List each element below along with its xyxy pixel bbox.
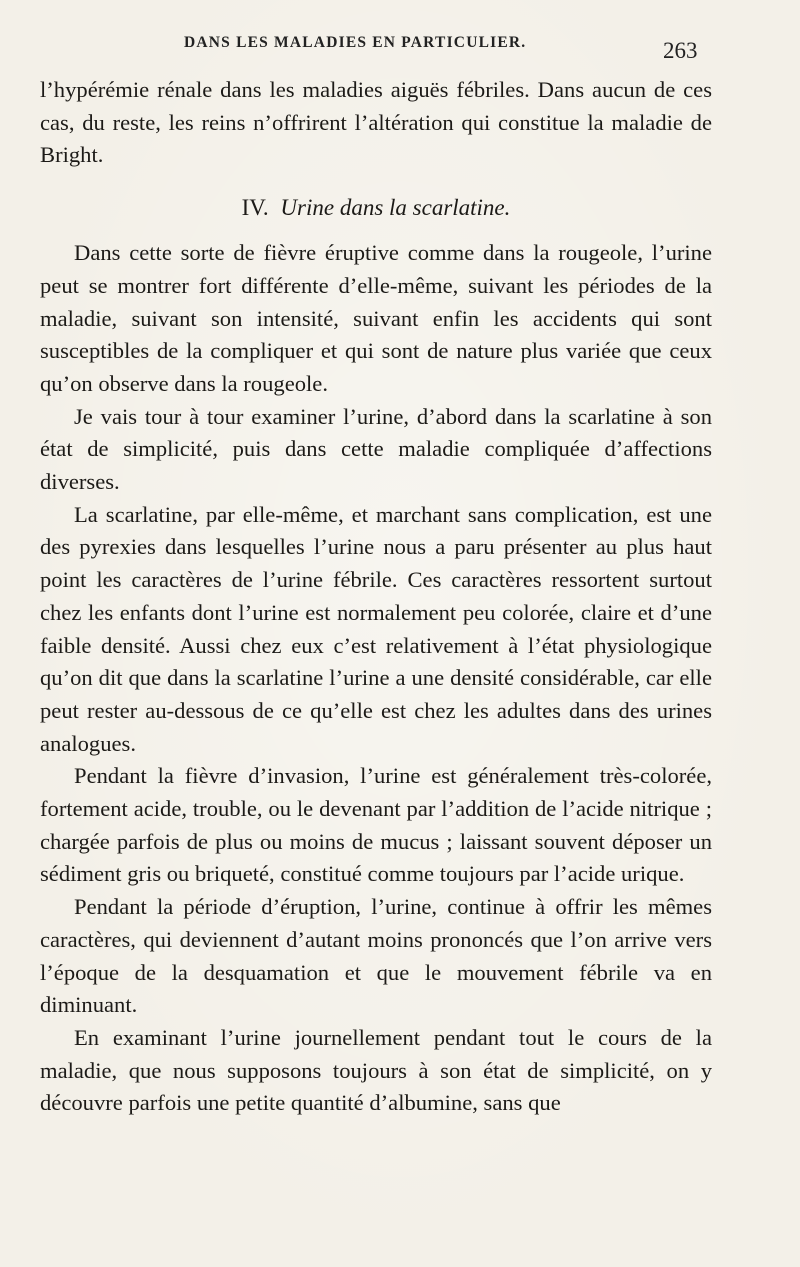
section-title: Urine dans la scarlatine. <box>280 195 511 221</box>
paragraph: Pendant la période d’éruption, l’urine, continue à offrir les mêmes caractères, qui deviennent d’autant moins prononcés que l’on arrive vers l’époque de la desquamation et que le mouvement fébrile va en diminuant. <box>40 894 712 1018</box>
paragraph-continued: l’hypérémie rénale dans les maladies aiguës fébriles. Dans aucun de ces cas, du reste, les reins n’offrirent l’altération qui constitue la maladie de Bright. <box>40 77 712 168</box>
paragraph: La scarlatine, par elle-même, et marchant sans complication, est une des pyrexies dans lesquelles l’urine nous a paru présenter au plus haut point les caractères de l’urine fébrile. Ces caractères ressortent surtout chez les enfants dont l’urine est normalement peu colorée, claire et d’une faible densité. Aussi chez eux c’est relativement à l’état physiologique qu’on dit que dans la scarlatine l’urine a une densité considérable, car elle peut rester au-dessous de ce qu’elle est chez les adultes dans des urines analogues. <box>40 501 712 756</box>
running-head: DANS LES MALADIES EN PARTICULIER. <box>184 34 527 51</box>
paragraph: En examinant l’urine journellement pendant tout le cours de la maladie, que nous supposons toujours à son état de simplicité, on y découvre parfois une petite quantité d’albumine, sans que <box>40 1024 712 1116</box>
section-number: IV. <box>241 195 269 221</box>
paragraph: Pendant la fièvre d’invasion, l’urine est généralement très-colorée, fortement acide, trouble, ou le devenant par l’addition de l’acide nitrique ; chargée parfois de plus ou moins de mucus ; laissant souvent déposer un sédiment gris ou briqueté, constitué comme toujours par l’acide urique. <box>40 763 712 887</box>
section-heading <box>40 192 712 224</box>
paragraph: Dans cette sorte de fièvre éruptive comme dans la rougeole, l’urine peut se montrer fort différente d’elle-même, suivant les périodes de la maladie, suivant son intensité, suivant enfin les accidents qui sont susceptibles de la compliquer et qui sont de nature plus variée que ceux qu’on observe dans la rougeole. <box>40 240 712 396</box>
page-number: 263 <box>663 38 698 63</box>
paragraph: Je vais tour à tour examiner l’urine, d’abord dans la scarlatine à son état de simplicité, puis dans cette maladie compliquée d’affections diverses. <box>40 403 712 495</box>
body-text <box>40 74 712 1120</box>
